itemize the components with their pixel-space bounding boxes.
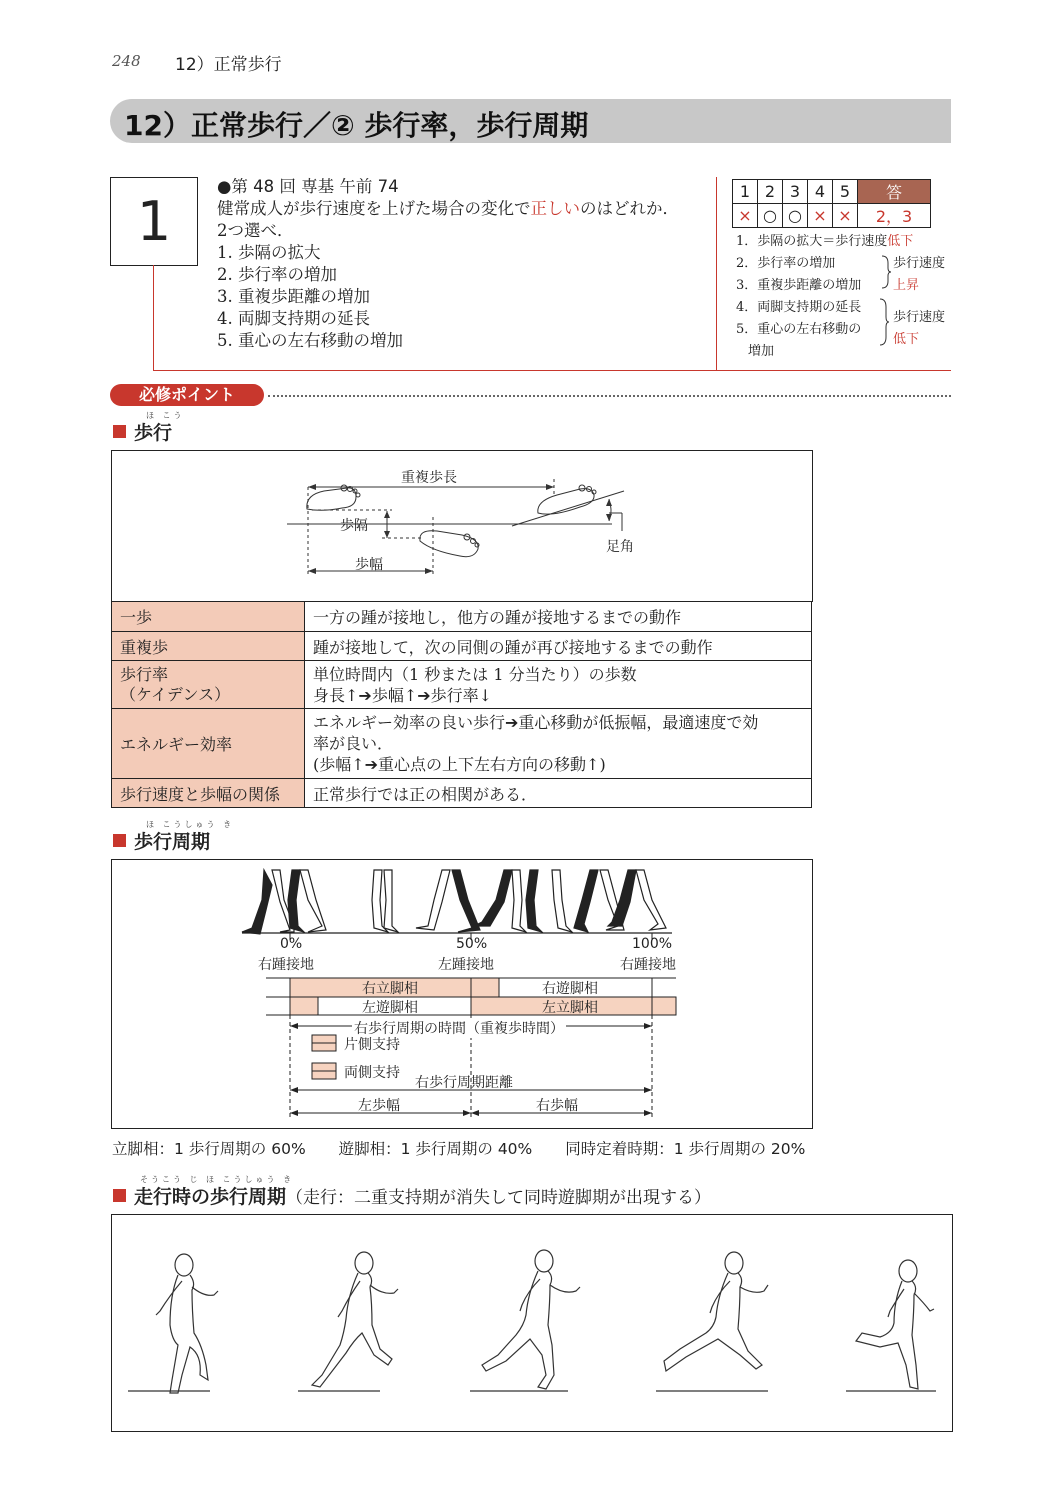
answer-col-header: 4 [808,180,833,204]
section-title-band [110,99,951,143]
desc-line: 率が良い． [313,734,394,753]
group1-red: 上昇 [893,278,920,293]
section-note: （走行：二重支持期が消失して同時遊脚期が出現する） [286,1188,712,1208]
question-text [217,176,679,352]
left-step-label: 左歩幅 [358,1098,400,1114]
desc-cell: 一方の踵が接地し，他方の踵が接地するまでの動作 [305,602,812,632]
stat-stance: 立脚相：1 歩行周期の 60% [112,1140,306,1158]
explanation-3: 3．重複歩距離の増加 [736,278,862,293]
option-5: 5. 重心の左右移動の増加 [217,331,403,350]
option-2: 2. 歩行率の増加 [217,265,337,284]
desc-cell [305,661,812,709]
square-bullet-icon [113,834,126,847]
explanation-1 [736,230,913,249]
point-tag: 必修ポイント [110,384,264,406]
question-number-box [110,177,198,266]
ruby: ほ こう [146,411,185,420]
section-heading-cycle [113,827,210,854]
table-row [112,602,812,632]
desc-line: エネルギー効率の良い歩行➔重心移動が低振幅，最適速度で効 [313,713,759,732]
page-title: 12）正常歩行／② 歩行率，歩行周期 [124,109,589,142]
divider [716,177,717,371]
question-number: 1 [136,190,172,253]
question-stem [217,198,679,220]
stem-text: のはどれか． [580,199,679,218]
left-swing-phase: 左遊脚相 [362,1000,418,1016]
pct-50: 50% [456,936,488,952]
question-source: ●第 48 回 専基 午前 74 [217,177,399,196]
gait-cycle-figure [111,859,813,1129]
explanation-red: 低下 [887,234,914,249]
answer-header: 答 [858,180,931,204]
group2-label: 歩行速度 [893,310,946,325]
divider [153,370,951,371]
stem-text: 健常成人が歩行速度を上げた場合の変化で [217,199,531,218]
label-step-width: 歩隔 [340,518,368,534]
label-stride-length: 重複歩長 [401,470,457,486]
answer-col-header: 2 [758,180,783,204]
square-bullet-icon [113,1189,126,1202]
section-title: 歩行周期 [134,831,211,853]
option-4: 4. 両脚支持期の延長 [217,309,370,328]
divider [153,265,154,371]
page-number: 248 [112,52,141,70]
answer-mark: × [833,204,858,228]
legend-single-label: 片側支持 [344,1037,400,1053]
term-cell: 重複歩 [112,632,305,661]
footprint-right [420,531,479,557]
section-title: 走行時の歩行周期 [134,1186,287,1208]
runner-2 [298,1252,398,1391]
left-stance-phase: 左立脚相 [542,1000,598,1016]
desc-cell: 踵が接地して，次の同側の踵が再び接地するまでの動作 [305,632,812,661]
footprint-figure [111,450,813,602]
ruby: ほ こうしゅう き [206,1175,295,1184]
footprint-diagram [112,451,812,601]
pct-100: 100% [632,936,673,952]
table-row [112,779,812,808]
group2-red: 低下 [893,332,920,347]
label-step-length: 歩幅 [355,557,383,573]
heel-strike-right-2: 右踵接地 [620,957,676,973]
stem-highlight: 正しい [530,199,580,218]
phase-stats [112,1137,833,1159]
runner-3 [470,1250,580,1391]
answer-col-header: 5 [833,180,858,204]
pct-0: 0% [280,936,303,952]
explanation-5b: 増加 [748,344,775,359]
answer-mark: ○ [758,204,783,228]
explanation-4: 4．両脚支持期の延長 [736,300,862,315]
ruby: ほ こうしゅう き [146,820,235,829]
heel-strike-right: 右踵接地 [258,957,314,973]
section-title: 歩行 [134,422,173,444]
definition-table [111,601,812,808]
foot-axis-line [512,491,624,526]
term-cell: 一歩 [112,602,305,632]
heel-strike-left: 左踵接地 [438,957,494,973]
section-heading-walk [113,418,172,445]
stat-swing: 遊脚相：1 歩行周期の 40% [338,1140,533,1158]
answer-col-header: 1 [733,180,758,204]
question-stem-2: 2つ選べ． [217,221,294,240]
running-title: 12）正常歩行 [175,55,282,75]
stat-double: 同時定着時期：1 歩行周期の 20% [565,1140,806,1158]
answer-mark: × [733,204,758,228]
desc-line: 単位時間内（1 秒または 1 分当たり）の歩数 [313,664,637,684]
running-figure [111,1214,953,1432]
term-cell [112,661,305,709]
section-heading-running [113,1182,711,1209]
desc-cell: 正常歩行では正の相関がある． [305,779,812,808]
running-figures [112,1215,952,1431]
explanation-2: 2．歩行率の増加 [736,256,836,271]
square-bullet-icon [113,425,126,438]
right-stance-phase: 右立脚相 [362,981,418,997]
answer-mark: ○ [783,204,808,228]
right-step-label: 右歩幅 [536,1098,578,1114]
cycle-distance-label: 右歩行周期距離 [415,1075,513,1091]
cycle-time-label: 右歩行周期の時間（重複歩時間） [352,1018,566,1038]
dotted-rule [268,395,951,397]
label-foot-angle: 足角 [606,539,634,555]
explanation-5: 5．重心の左右移動の [736,322,862,337]
desc-line: (歩幅↑➔重心点の上下左右方向の移動↑) [313,755,606,774]
answer-mark: × [808,204,833,228]
desc-line: 身長↑➔歩幅↑➔歩行率↓ [313,685,493,705]
term-cell: 歩行速度と歩幅の関係 [112,779,305,808]
term-cell: エネルギー効率 [112,709,305,779]
group1-label: 歩行速度 [893,256,946,271]
runner-1 [128,1254,218,1393]
leg-silhouettes [242,870,666,934]
option-3: 3. 重複歩距離の増加 [217,287,370,306]
brace-icon [880,254,892,290]
brace-icon [878,297,890,347]
ruby: そうこう じ [140,1175,201,1184]
legend-double-label: 両側支持 [344,1065,400,1081]
table-row [112,661,812,709]
right-swing-phase: 右遊脚相 [542,981,598,997]
answer-value: 2，3 [858,204,931,228]
runner-4 [656,1252,768,1391]
table-row [112,632,812,661]
term-text: 歩行率 （ケイデンス） [120,664,231,704]
option-1: 1. 歩隔の拡大 [217,243,321,262]
answer-grid [732,179,931,228]
table-row [112,709,812,779]
runner-5 [846,1260,936,1391]
desc-cell [305,709,812,779]
explanation-text: 1．歩隔の拡大＝歩行速度 [736,234,888,249]
answer-col-header: 3 [783,180,808,204]
